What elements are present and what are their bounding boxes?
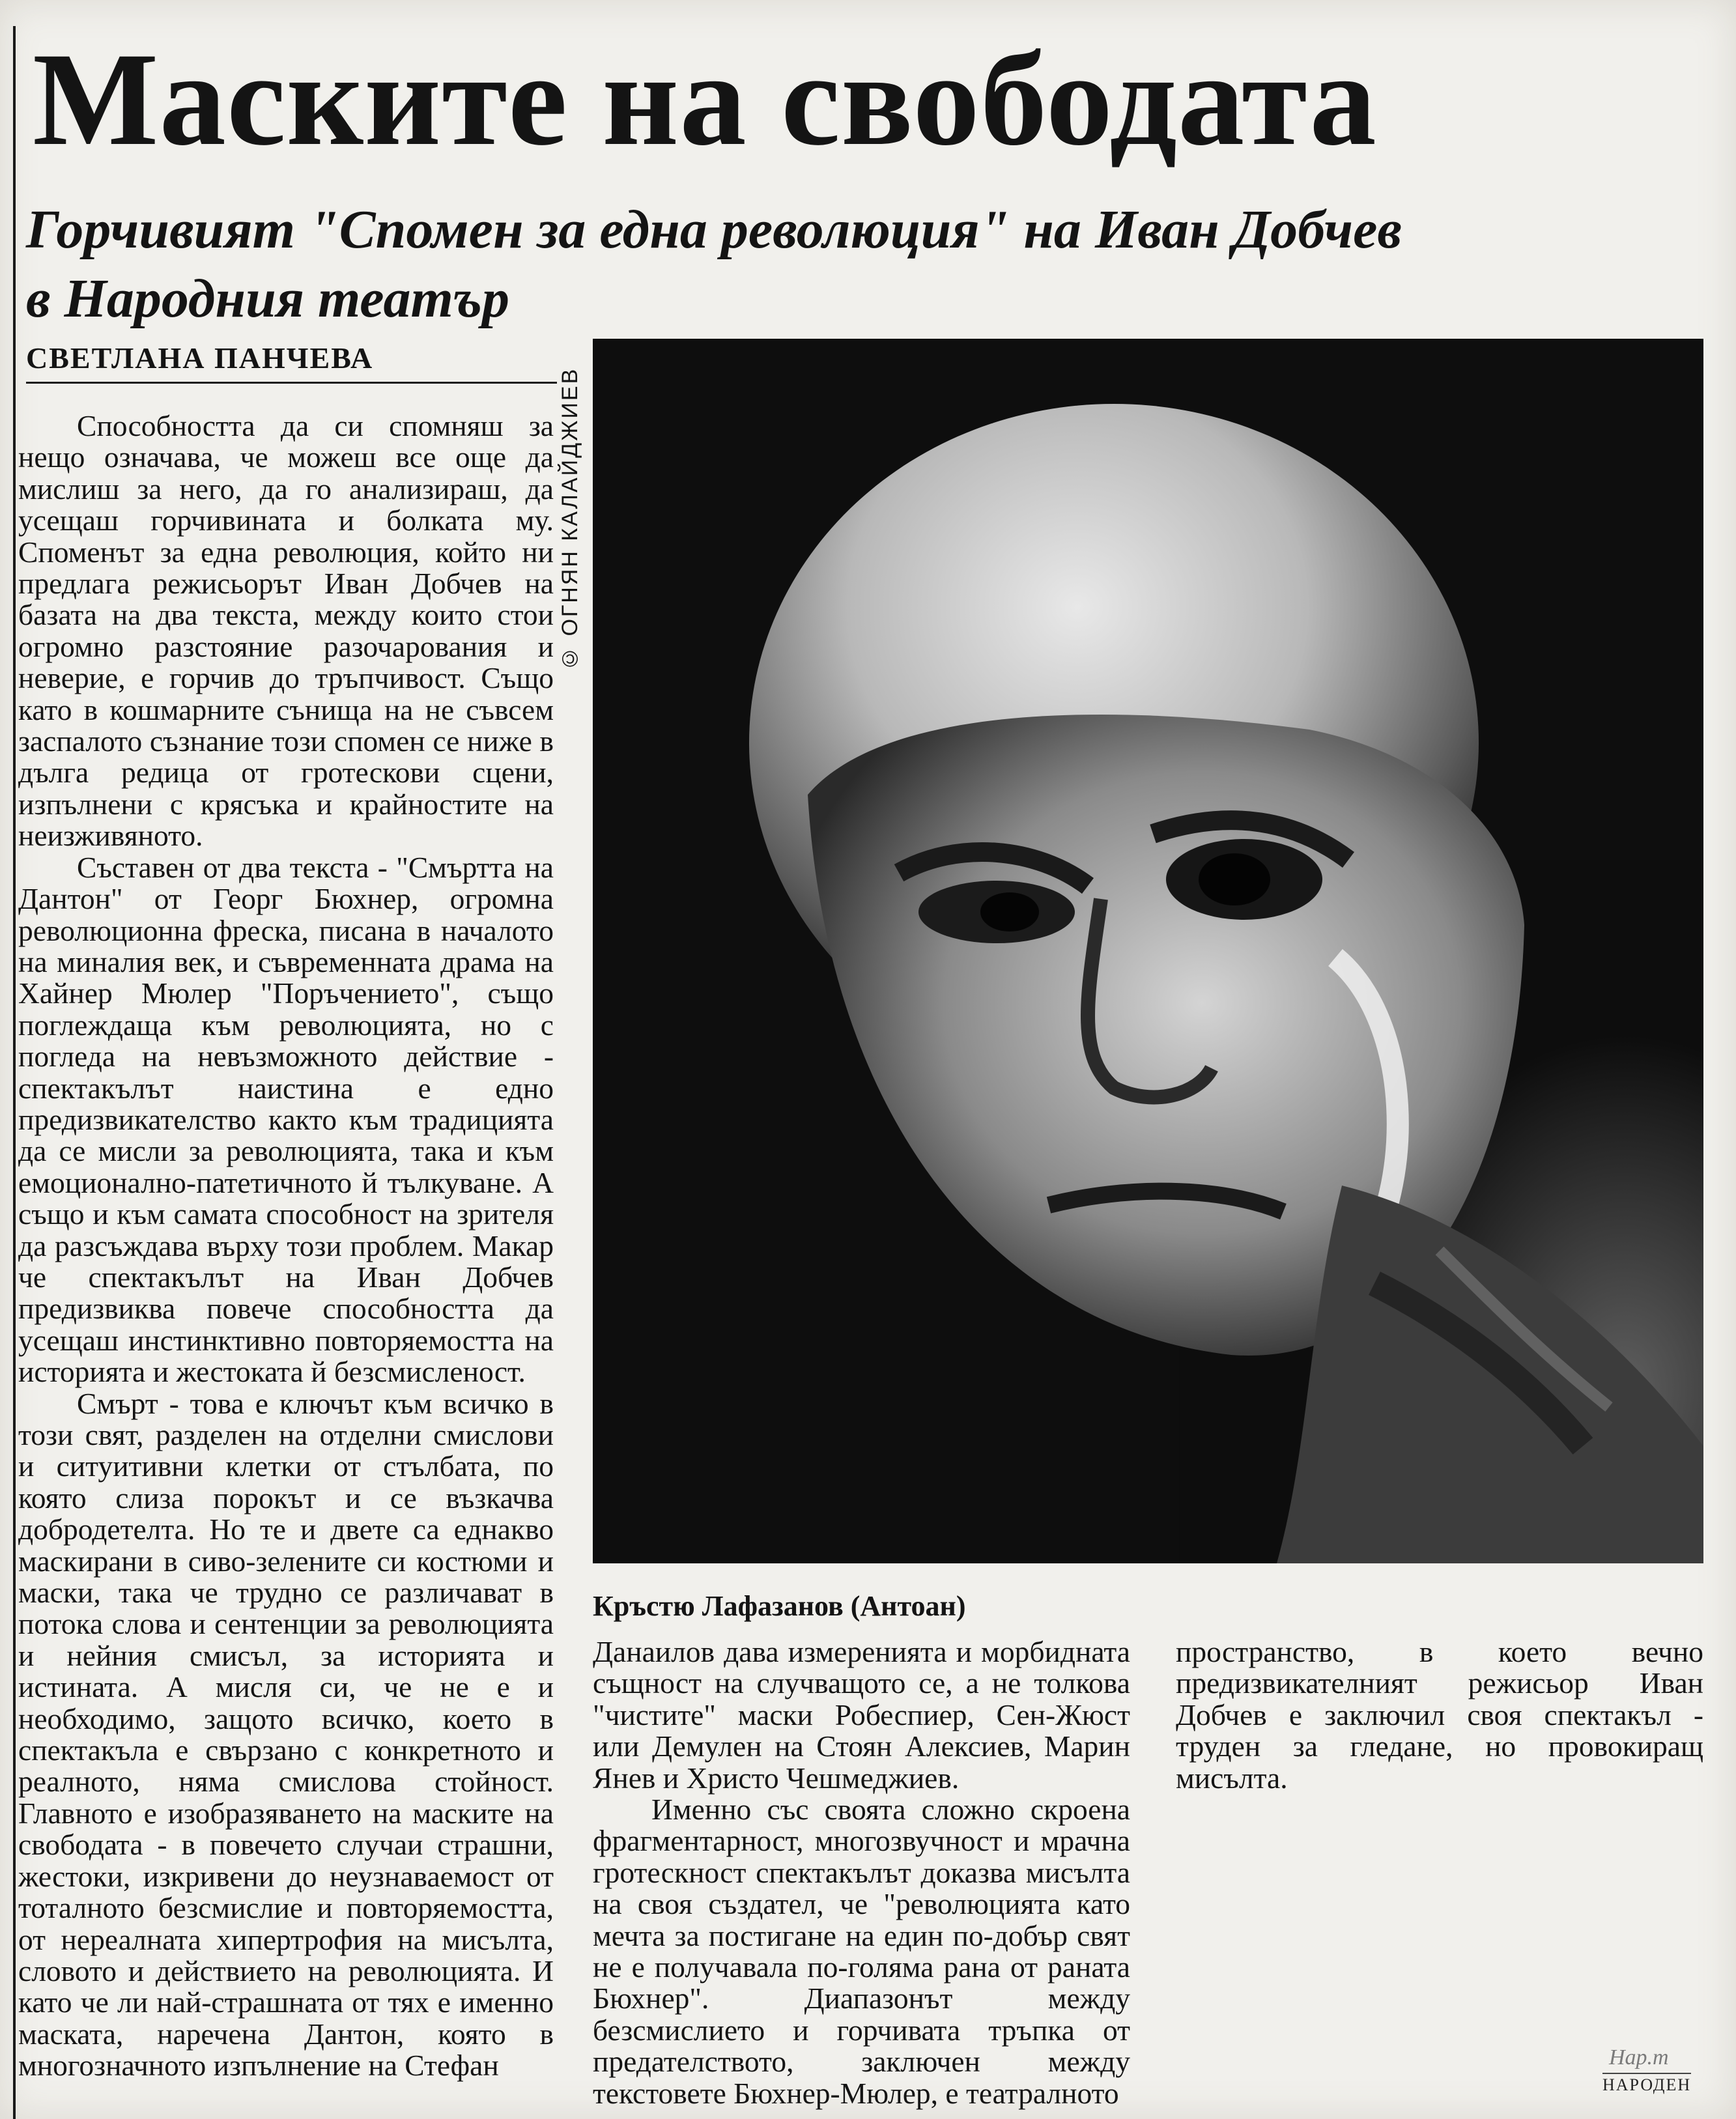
paragraph-1: Способността да си спомняш за нещо означава, че можеш все още да мислиш за него, да го анализираш, да усещаш горчивината и болката му. Споменът за една революция, който ни предлага режисьорът Иван Добчев на базата на два текста, между които стои огромно разстояние разочарования и неверие, е горчив до тръпчивост. Също като в кошмарните сънища на не съвсем заспалото съзнание този спомен се ниже в дълга редица от гротескови сцени, изпълнени с крясъка и крайностите на неизживяното. (18, 409, 554, 853)
paragraph-continued: пространство, в което вечно предизвикателният режисьор Иван Добчев е заключил своя спектакъл - труден за гледане, но провокиращ мисълта. (1176, 1635, 1703, 1795)
subtitle-line-2: в Народния театър (26, 268, 510, 329)
paragraph-continued: Данаилов дава измеренията и морбидната същност на случващото се, а не толкова "чистите" маски Робеспиер, Сен-Жюст или Демулен на Стоян Алексиев, Марин Янев и Христо Чешмеджиев. (593, 1635, 1130, 1795)
headline: Маските на свободата (33, 25, 1377, 173)
subtitle-line-1: Горчивият "Спомен за една революция" на Иван Добчев (26, 199, 1402, 260)
paragraph-4: Именно със своята сложно скроена фрагментарност, многозвучност и мрачна гротескност спектакълът доказва мисълта на своя създател, че "революцията като мечта за постигане на един по-добър свят не е получавала по-голяма рана от раната Бюхнер". Диапазонът между безсмислието и горчивата тръпка от предателството, заключен между текстовете Бюхнер-Мюлер, е театралното (593, 1793, 1130, 2110)
logo-word: НАРОДЕН (1602, 2073, 1691, 2095)
paragraph-2: Съставен от два текста - "Смъртта на Дантон" от Георг Бюхнер, огромна революционна фреска, писана в началото на миналия век, и съвременната драма на Хайнер Мюлер "Поръчението", също поглеждаща към революцията, но с погледа на невъзможното действие - спектакълът наистина е едно предизвикателство както към традицията да се мисли за революцията, така и към емоционално-патетичното й тълкуване. А също и към самата способност на зрителя да разсъждава върху този проблем. Макар че спектакълът на Иван Добчев предизвиква повече способността да усещаш инстинктивно повторяемостта на историята и жестоката й безсмисленост. (18, 850, 554, 1389)
photo-credit: © ОГНЯН КАЛАЙДЖИЕВ (558, 367, 582, 671)
column-rule (13, 26, 16, 2119)
text-column-middle (593, 1636, 1130, 2109)
text-column-left (18, 410, 554, 2082)
newspaper-logo (1602, 2045, 1713, 2109)
text-column-right (1176, 1636, 1703, 1794)
article-photo (593, 339, 1703, 1563)
byline: СВЕТЛАНА ПАНЧЕВА (26, 339, 557, 384)
logo-script: Нар.т (1609, 2045, 1669, 2069)
photo-caption: Кръстю Лафазанов (Антоан) (593, 1590, 966, 1622)
paragraph-3: Смърт - това е ключът към всичко в този свят, разделен на отделни смислови и ситуитивни клетки от стълбата, по която слиза порокът и се възкачва добродетелта. Но те и двете са еднакво маскирани в сиво-зелените си костюми и маски, така че трудно се различават в потока слова и сентенции за революцията и нейния смисъл, за историята и истината. А мисля си, че не е и необходимо, защото всичко, което в спектакъла е свързано с конкретното и реалното, няма смислова стойност. Главното е изобразяването на маските на свободата - в повечето случаи страшни, жестоки, изкривени до неузнаваемост от тоталното безсмислие и повторяемостта, от нереалната хипертрофия на мисълта, словото и действието на революцията. И като че ли най-страшната от тях е именно маската, наречена Дантон, която в многозначното изпълнение на Стефан (18, 1386, 554, 2083)
portrait-image (593, 339, 1703, 1563)
subtitle (26, 195, 1694, 334)
